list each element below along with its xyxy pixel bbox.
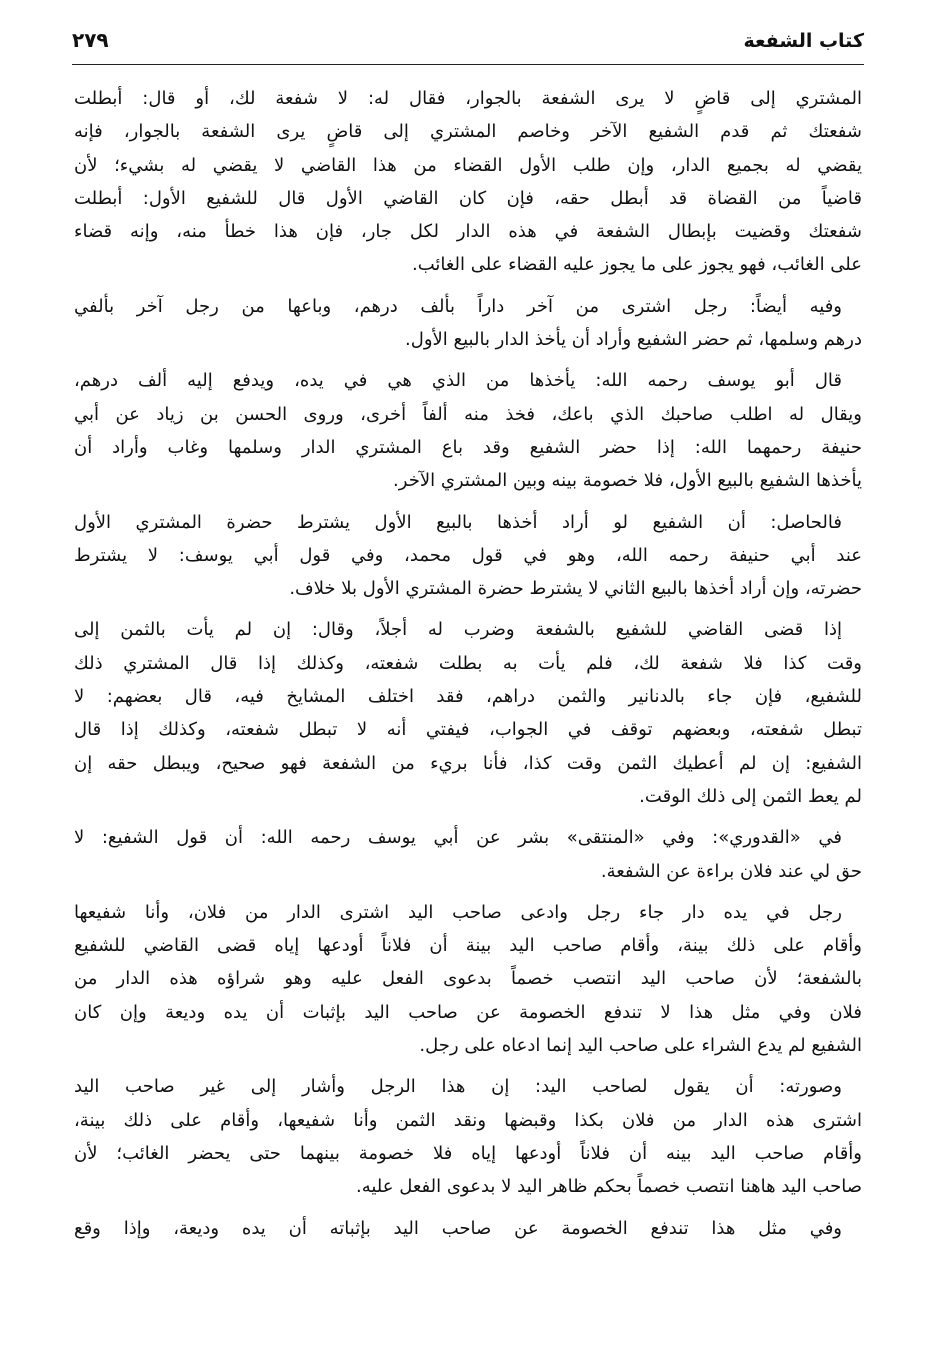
text-line: بالشفعة؛ لأن صاحب اليد انتصب خصماً بدعوى الفعل عليه وهو شراؤه هذه الدار من: [74, 968, 862, 990]
paragraph: [74, 1212, 862, 1245]
text-line: لم يعط الثمن إلى ذلك الوقت.: [639, 785, 862, 807]
paragraph: [74, 290, 862, 357]
text-line: الشفيع لم يدع الشراء على صاحب اليد إنما ادعاه على رجل.: [419, 1035, 862, 1057]
text-line: الشفيع: إن لم أعطيك الثمن وقت كذا، فأنا بريء من الشفعة فهو صحيح، ويبطل حقه إن: [74, 752, 862, 774]
text-line: تبطل شفعته، وبعضهم توقف في الجواب، فيفتي أنه لا تبطل شفعته، وكذلك إذا قال: [74, 719, 862, 741]
text-line: صاحب اليد هاهنا انتصب خصماً بحكم ظاهر اليد لا بدعوى الفعل عليه.: [355, 1176, 862, 1198]
chapter-title: كتاب الشفعة: [743, 30, 864, 52]
paragraph: [74, 613, 862, 813]
text-line: حنيفة رحمهما الله: إذا حضر الشفيع وقد باع المشتري الدار وسلمها وغاب وأراد أن: [74, 436, 862, 458]
text-line: وصورته: أن يقول لصاحب اليد: إن هذا الرجل وأشار إلى غير صاحب اليد: [74, 1076, 842, 1098]
header-rule: [72, 64, 864, 65]
paragraph: [74, 364, 862, 497]
text-line: المشتري إلى قاضٍ لا يرى الشفعة بالجوار، فقال له: لا شفعة لك، أو قال: أبطلت: [74, 88, 862, 109]
text-line: إذا قضى القاضي للشفيع بالشفعة وضرب له أجلاً، وقال: إن لم يأت بالثمن إلى: [74, 619, 842, 641]
text-line: ويقال له اطلب صاحبك الذي باعك، فخذ منه ألفاً أخرى، وروى الحسن بن زياد عن أبي: [74, 403, 862, 425]
text-line: على الغائب، فهو يجوز على ما يجوز عليه القضاء على الغائب.: [411, 254, 862, 276]
text-line: قاضياً من القضاة قد أبطل حقه، فإن كان القاضي الأول قال للشفيع الأول: أبطلت: [74, 187, 862, 209]
paragraph: [74, 82, 862, 282]
text-line: رجل في يده دار جاء رجل وادعى صاحب اليد اشترى الدار من فلان، وأنا شفيعها: [74, 901, 842, 923]
text-line: يأخذها الشفيع بالبيع الأول، فلا خصومة بينه وبين المشتري الآخر.: [393, 470, 862, 492]
running-header: [72, 22, 864, 62]
text-line: وفيه أيضاً: رجل اشترى من آخر داراً بألف درهم، وباعها من رجل آخر بألفي: [74, 295, 842, 317]
text-line: حضرته، وإن أراد أخذها بالبيع الثاني لا يشترط حضرة المشتري الأول بلا خلاف.: [289, 578, 862, 600]
paragraph: [74, 1070, 862, 1203]
text-line: حق لي عند فلان براءة عن الشفعة.: [600, 860, 862, 882]
text-line: عند أبي حنيفة رحمه الله، وهو في قول محمد، وفي قول أبي يوسف: لا يشترط: [74, 544, 862, 566]
paragraph: [74, 896, 862, 1062]
paragraph: [74, 506, 862, 606]
page-number: ٢٧٩: [72, 28, 109, 52]
text-line: فلان وفي مثل هذا لا تندفع الخصومة عن صاحب اليد بإثبات أن يده وديعة وإن كان: [74, 1001, 862, 1023]
text-line: وفي مثل هذا تندفع الخصومة عن صاحب اليد بإثباته أن يده وديعة، وإذا وقع: [74, 1217, 842, 1239]
text-line: في «القدوري»: وفي «المنتقى» بشر عن أبي يوسف رحمه الله: أن قول الشفيع: لا: [74, 827, 842, 849]
text-line: شفعتك ثم قدم الشفيع الآخر وخاصم المشتري إلى قاضٍ يرى الشفعة بالجوار، فإنه: [74, 121, 862, 143]
text-line: للشفيع، فإن جاء بالدنانير والثمن دراهم، فقد اختلف المشايخ فيه، قال بعضهم: لا: [74, 686, 862, 708]
text-line: وقت كذا فلا شفعة لك، فلم يأت به بطلت شفعته، وكذلك إذا قال المشتري ذلك: [74, 652, 862, 674]
page-body: [74, 82, 862, 1253]
text-line: فالحاصل: أن الشفيع لو أراد أخذها بالبيع الأول يشترط حضرة المشتري الأول: [74, 511, 842, 533]
text-line: شفعتك وقضيت بإبطال الشفعة في هذه الدار لكل جار، فإن هذا خطأ منه، وإنه قضاء: [74, 221, 862, 243]
text-line: وأقام على ذلك بينة، وأقام صاحب اليد بينة أن فلاناً أودعها إياه قضى القاضي للشفيع: [74, 935, 862, 957]
text-line: يقضي له بجميع الدار، وإن طلب الأول القضاء من هذا القاضي لا يقضي له بشيء؛ لأن: [74, 154, 862, 176]
text-line: اشترى هذه الدار من فلان بكذا وقبضها ونقد الثمن وأنا شفيعها، وأقام على ذلك بينة،: [74, 1109, 862, 1131]
text-line: درهم وسلمها، ثم حضر الشفيع وأراد أن يأخذ الدار بالبيع الأول.: [405, 329, 862, 351]
text-line: قال أبو يوسف رحمه الله: يأخذها من الذي هي في يده، ويدفع إليه ألف درهم،: [74, 370, 842, 392]
paragraph: [74, 821, 862, 888]
text-line: وأقام صاحب اليد بينه أن فلاناً أودعها إياه فلا خصومة بينهما حتى يحضر الغائب؛ لأن: [74, 1142, 862, 1164]
